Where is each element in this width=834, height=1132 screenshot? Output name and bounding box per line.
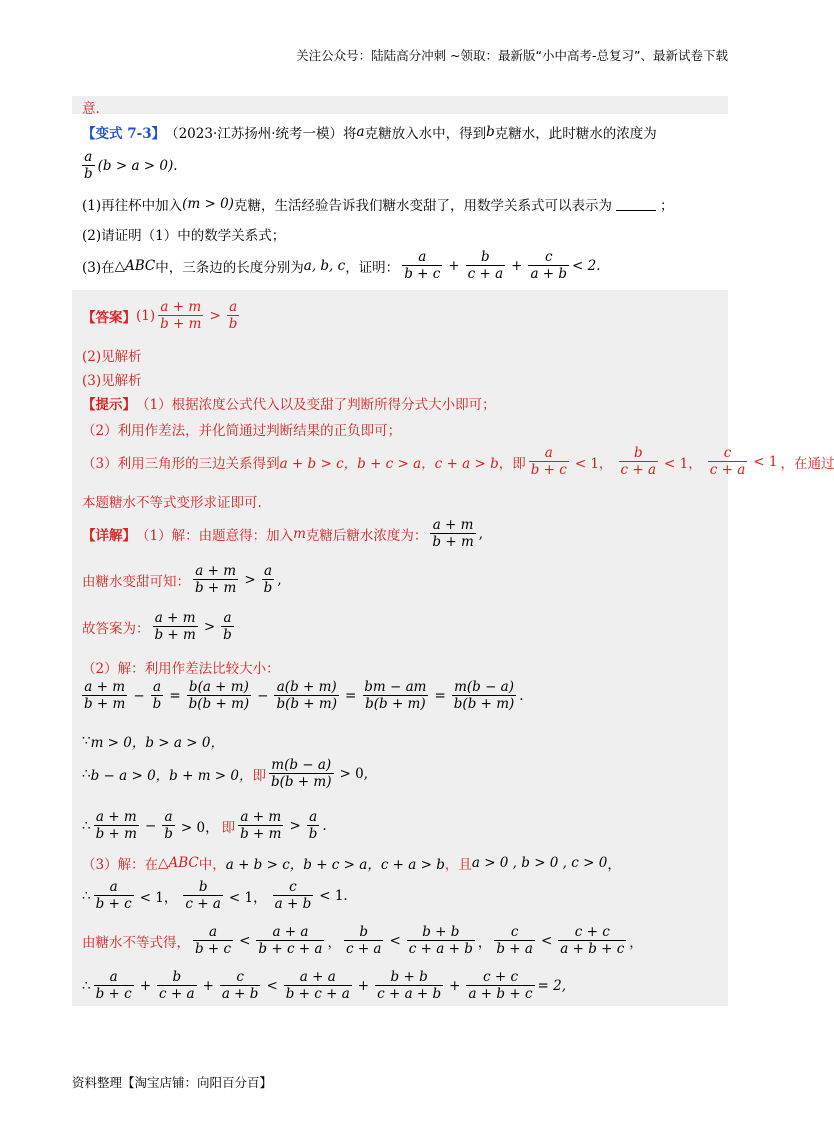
question-2: (2)请证明（1）中的数学关系式； [82, 228, 286, 244]
detail-9: （3）解：在 △ABC 中， a + b > c，b + c > a，c + a > b ，且 a > 0 , b > 0 , c > 0 ， [82, 855, 621, 873]
hint-4: 本题糖水不等式变形求证即可. [82, 495, 262, 511]
problem-stem: 【变式 7-3】 （2023·江苏扬州·统考一模） 将 a 克糖放入水中，得到 b 克糖水，此时糖水的浓度为 [82, 124, 657, 142]
answer-blank[interactable] [616, 198, 656, 211]
detail-10: ∴ $\frac{a}{b + c}$ < 1， $\frac{b}{c + a}$ < 1， $\frac{c}{a + b}$ < 1. [82, 879, 348, 913]
answer-1: 【答案】 (1) $\frac{a + m}{b + m}$ > $\frac{a}{b}$ [82, 299, 238, 333]
hint-3: （3）利用三角形的三边关系得到 a + b > c，b + c > a，c + a > b ，即 $\frac{a}{b + c}$ < 1， $\frac{b}{c + a}$ < 1， $\frac{c}{c + a}$ < 1 ，在通过 [82, 445, 834, 479]
page-footer: 资料整理【淘宝店铺：向阳百分百】 [72, 1075, 273, 1090]
detail-3: 故答案为： $\frac{a + m}{b + m}$ > $\frac{a}{b}$ [82, 610, 232, 644]
detail-2: 由糖水变甜可知： $\frac{a + m}{b + m}$ > $\frac{a}{b}$ , [82, 563, 282, 597]
problem-condition: $\frac{a}{b}$ (b > a > 0). [84, 149, 178, 183]
answer-3: (3)见解析 [82, 373, 142, 389]
answer-2: (2)见解析 [82, 349, 142, 365]
page-header: 关注公众号：陆陆高分冲刺 ~领取：最新版“小中高考-总复习”、最新试卷下载 [296, 48, 728, 63]
continuation-text: 意. [82, 101, 100, 117]
detail-6: ∵ m > 0，b > a > 0， [82, 733, 224, 751]
variant-tag: 【变式 7-3】 [82, 126, 166, 142]
hint-2: （2）利用作差法，并化简通过判断结果的正负即可； [82, 423, 402, 439]
detail-11: 由糖水不等式得， $\frac{a}{b + c}$ < $\frac{a + a}{b + c + a}$ ， $\frac{b}{c + a}$ < $\frac{b + b}{c + a + b}$ ， $\frac{c}{b + a}$ < $\frac{c + c}{a + b + c}$ ， [82, 924, 643, 958]
detail-8: ∴ $\frac{a + m}{b + m}$ − $\frac{a}{b}$ > 0， 即 $\frac{a + m}{b + m}$ > $\frac{a}{b}$ . [82, 809, 327, 843]
detail-12: ∴ $\frac{a}{b + c}$ + $\frac{b}{c + a}$ + $\frac{c}{a + b}$ < $\frac{a + a}{b + c + a}$ + $\frac{b + b}{c + a + b}$ + $\frac{c + c}{a + b + c}$ = 2, [82, 969, 566, 1003]
detail-7: ∴ b − a > 0，b + m > 0， 即 $\frac{m(b - a)}{b(b + m)}$ > 0, [82, 757, 368, 791]
detail-4: （2）解：利用作差法比较大小： [82, 661, 280, 677]
detail-5-difference: $\frac{a + m}{b + m}$ − $\frac{a}{b}$ = $\frac{b(a + m)}{b(b + m)}$ − $\frac{a(b + m)}{b(b + m)}$ = $\frac{bm - am}{b(b + m)}$ = $\frac{m(b - a)}{b(b + m)}$ . [84, 679, 524, 713]
question-3: (3)在 △ABC 中，三条边的长度分别为 a, b, c ，证明： $\frac{a}{b + c}$ + $\frac{b}{c + a}$ + $\frac{c}{a + b}$ < 2. [82, 249, 601, 283]
question-1: (1)再往杯中加入 (m > 0) 克糖，生活经验告诉我们糖水变甜了，用数学关系式可以表示为 ； [82, 196, 674, 214]
hint-1: 【提示】 （1）根据浓度公式代入以及变甜了判断所得分式大小即可； [82, 397, 496, 413]
detail-1: 【详解】 （1）解：由题意得：加入 m 克糖后糖水浓度为： $\frac{a + m}{b + m}$ , [82, 517, 484, 551]
